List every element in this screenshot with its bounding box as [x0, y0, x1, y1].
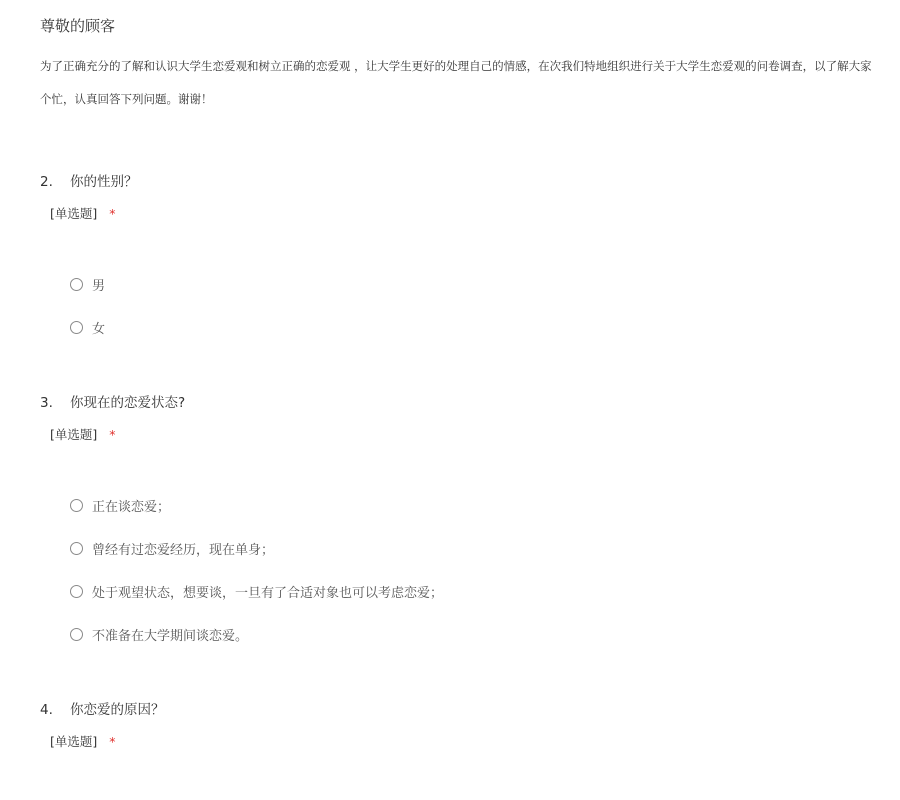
option-radio[interactable]	[70, 496, 170, 515]
question-type-label: [单选题]	[50, 427, 98, 442]
question-text: 你恋爱的原因？	[70, 702, 165, 718]
option-label[interactable]: 处于观望状态，想要谈，一旦有了合适对象也可以考虑恋爱；	[92, 586, 444, 601]
radio-circle-icon[interactable]	[70, 499, 83, 512]
required-marker: *	[109, 427, 116, 442]
option-label[interactable]: 女	[92, 322, 106, 337]
question-text: 你的性别？	[70, 174, 138, 190]
intro-text-line-2: 个忙，认真回答下列问题。谢谢！	[40, 92, 213, 106]
option-radio[interactable]	[70, 539, 274, 558]
question-type	[50, 425, 116, 443]
option-label[interactable]: 曾经有过恋爱经历，现在单身；	[92, 543, 275, 558]
question-text: 你现在的恋爱状态?	[70, 395, 186, 411]
option-label[interactable]: 正在谈恋爱；	[92, 500, 171, 515]
radio-circle-icon[interactable]	[70, 585, 83, 598]
question-number: 3.	[40, 395, 53, 411]
required-marker: *	[109, 206, 116, 221]
question-title	[40, 391, 185, 411]
intro-text-line-1: 为了正确充分的了解和认识大学生恋爱观和树立正确的恋爱观 ，让大学生更好的处理自己的情感，在次我们特地组织进行关于大学生恋爱观的问卷调查，以了解大家	[40, 59, 872, 73]
option-label[interactable]: 不准备在大学期间谈恋爱。	[92, 629, 249, 644]
question-title	[40, 698, 165, 718]
option-radio[interactable]	[70, 625, 248, 644]
question-type	[50, 732, 116, 750]
radio-circle-icon[interactable]	[70, 542, 83, 555]
question-number: 2.	[40, 174, 53, 190]
question-title	[40, 170, 138, 190]
required-marker: *	[109, 734, 116, 749]
greeting-heading: 尊敬的顾客	[40, 17, 116, 35]
question-type	[50, 204, 116, 222]
option-radio[interactable]	[70, 275, 105, 294]
question-type-label: [单选题]	[50, 734, 98, 749]
radio-circle-icon[interactable]	[70, 278, 83, 291]
radio-circle-icon[interactable]	[70, 321, 83, 334]
option-radio[interactable]	[70, 318, 105, 337]
question-number: 4.	[40, 702, 53, 718]
option-radio[interactable]	[70, 582, 443, 601]
option-label[interactable]: 男	[92, 279, 106, 294]
question-type-label: [单选题]	[50, 206, 98, 221]
radio-circle-icon[interactable]	[70, 628, 83, 641]
